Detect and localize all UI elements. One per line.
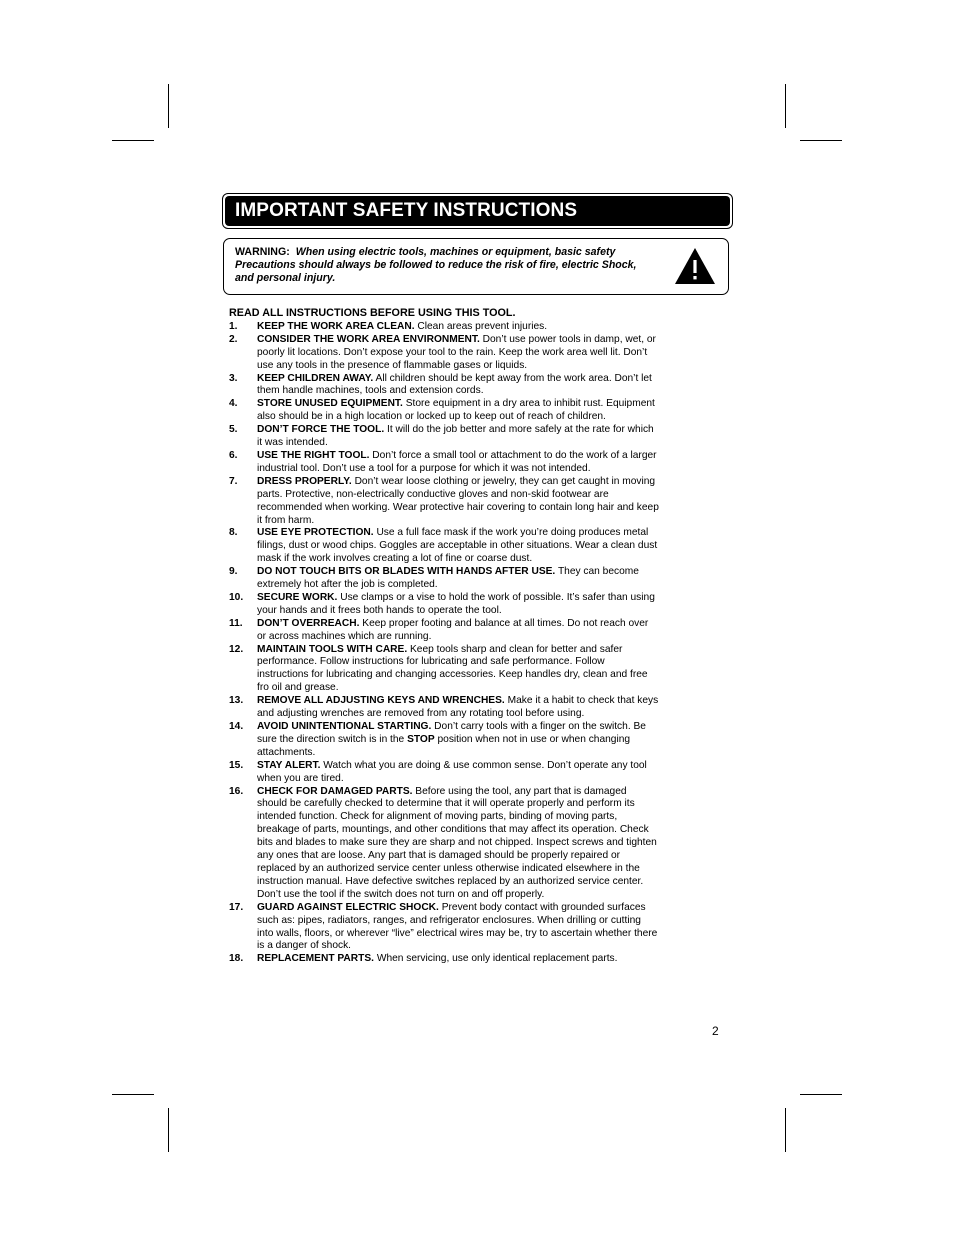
- instructions-section: [229, 307, 659, 966]
- item-body-continued: position when not in use or when changing attachments.: [257, 733, 631, 758]
- list-item: [229, 644, 659, 696]
- item-body: Prevent body contact with grounded surfaces such as: pipes, radiators, ranges, and refrigerator enclosures. When drilling or cutting into walls, floors, or wherever “live” electrical wires may be, try to ascertain whether there is a danger of shock.: [257, 901, 658, 952]
- item-heading: CONSIDER THE WORK AREA ENVIRONMENT.: [257, 333, 480, 345]
- warning-text-block: [235, 246, 655, 285]
- list-item: [229, 334, 659, 373]
- crop-mark-top-left-vertical: [168, 84, 169, 128]
- item-heading: DO NOT TOUCH BITS OR BLADES WITH HANDS AFTER USE.: [257, 566, 556, 578]
- item-number: 18.: [229, 953, 244, 965]
- crop-mark-top-left-horizontal: [112, 140, 154, 141]
- list-item: [229, 373, 659, 399]
- list-item: [229, 424, 659, 450]
- item-body: Don’t carry tools with a finger on the switch. Be sure the direction switch is in the: [257, 721, 646, 745]
- item-body: All children should be kept away from the work area. Don’t let them handle machines, tools and extension cords.: [257, 372, 652, 397]
- item-body: Don’t force a small tool or attachment to do the work of a larger industrial tool. Don’t use a tool for a purpose for which it was not intended.: [257, 449, 657, 474]
- item-body: Keep tools sharp and clean for better and safer performance. Follow instructions for lubricating and safe performance. Follow instructions for lubricating and changing accessories. Keep handles dry, clean and free fro oil and grease.: [257, 643, 648, 694]
- item-body: Keep proper footing and balance at all times. Do not reach over or across machines which are running.: [257, 617, 649, 642]
- item-body: Watch what you are doing & use common sense. Don’t operate any tool when you are tired.: [257, 759, 647, 784]
- list-item: [229, 527, 659, 566]
- item-heading: GUARD AGAINST ELECTRIC SHOCK.: [257, 901, 439, 913]
- item-heading: REPLACEMENT PARTS.: [257, 953, 374, 965]
- warning-box: [223, 238, 729, 295]
- item-number: 16.: [229, 785, 244, 797]
- item-heading: MAINTAIN TOOLS WITH CARE.: [257, 643, 408, 655]
- list-item: [229, 902, 659, 954]
- item-number: 6.: [229, 449, 238, 461]
- warning-triangle-icon: [674, 247, 716, 285]
- list-item: [229, 398, 659, 424]
- list-item: [229, 721, 659, 760]
- item-number: 8.: [229, 527, 238, 539]
- page-title: IMPORTANT SAFETY INSTRUCTIONS: [225, 196, 730, 226]
- item-number: 3.: [229, 372, 238, 384]
- warning-label: WARNING:: [235, 246, 290, 258]
- item-body: Don’t use power tools in damp, wet, or poorly lit locations. Don’t expose your tool to the rain. Keep the work area well lit. Don’t use any tools in the presence of flammable gases or liquids.: [257, 333, 656, 371]
- list-item: [229, 786, 659, 902]
- item-number: 17.: [229, 901, 244, 913]
- list-item: [229, 476, 659, 528]
- read-all-heading: READ ALL INSTRUCTIONS BEFORE USING THIS TOOL.: [229, 307, 516, 319]
- item-heading: USE EYE PROTECTION.: [257, 527, 374, 539]
- item-number: 10.: [229, 591, 244, 603]
- item-heading: AVOID UNINTENTIONAL STARTING.: [257, 721, 432, 732]
- crop-mark-top-right-vertical: [785, 84, 786, 128]
- item-emphasis: STOP: [407, 733, 435, 745]
- item-number: 5.: [229, 424, 238, 436]
- item-number: 14.: [229, 721, 244, 732]
- item-heading: REMOVE ALL ADJUSTING KEYS AND WRENCHES.: [257, 695, 505, 707]
- title-bar: [222, 193, 733, 229]
- item-number: 4.: [229, 398, 238, 410]
- item-heading: DRESS PROPERLY.: [257, 475, 352, 487]
- item-body: They can become extremely hot after the job is completed.: [257, 566, 639, 591]
- item-heading: KEEP CHILDREN AWAY.: [257, 372, 374, 384]
- list-item: [229, 760, 659, 786]
- item-number: 12.: [229, 643, 244, 655]
- item-heading: STORE UNUSED EQUIPMENT.: [257, 398, 403, 410]
- crop-mark-bottom-right-horizontal: [800, 1094, 842, 1095]
- item-number: 9.: [229, 566, 238, 578]
- item-heading: KEEP THE WORK AREA CLEAN.: [257, 320, 415, 332]
- item-heading: USE THE RIGHT TOOL.: [257, 449, 370, 461]
- item-heading: DON’T FORCE THE TOOL.: [257, 424, 385, 436]
- list-item: [229, 618, 659, 644]
- list-item: [229, 695, 659, 721]
- item-heading: CHECK FOR DAMAGED PARTS.: [257, 785, 413, 797]
- warning-body: When using electric tools, machines or equipment, basic safety Precautions should always be followed to reduce the risk of fire, electric Shock, and personal injury.: [235, 246, 637, 284]
- item-number: 15.: [229, 759, 244, 771]
- list-item: [229, 450, 659, 476]
- item-heading: STAY ALERT.: [257, 759, 321, 771]
- list-item: [229, 321, 659, 334]
- item-number: 11.: [229, 617, 243, 629]
- item-number: 7.: [229, 475, 238, 487]
- item-body: Use clamps or a vise to hold the work of possible. It’s safer than using your hands and it frees both hands to operate the tool.: [257, 591, 655, 616]
- item-number: 1.: [229, 320, 238, 332]
- list-item: [229, 566, 659, 592]
- item-body: Store equipment in a dry area to inhibit rust. Equipment also should be in a high location or locked up to keep out of reach of children.: [257, 398, 655, 423]
- item-body: Clean areas prevent injuries.: [417, 320, 548, 332]
- item-body: Before using the tool, any part that is damaged should be carefully checked to determine that it will operate properly and perform its intended function. Check for alignment of moving parts, binding of moving parts, breakage of parts, mountings, and other conditions that may affect its operation. Check bits and blades to make sure they are sharp and not chipped. Inspect screws and tighten any ones that are loose. Any part that is damaged should be properly repaired or replaced by an authorized service center unless otherwise indicated elsewhere in the instruction manual. Have defective switches replaced by an authorized service center. Don’t use the tool if the switch does not turn on and off properly.: [257, 785, 657, 900]
- item-number: 13.: [229, 695, 244, 707]
- crop-mark-bottom-right-vertical: [785, 1108, 786, 1152]
- list-item: [229, 953, 659, 966]
- item-body: It will do the job better and more safely at the rate for which it was intended.: [257, 424, 654, 449]
- crop-mark-bottom-left-horizontal: [112, 1094, 154, 1095]
- page-number: 2: [712, 1024, 719, 1038]
- item-body: Use a full face mask if the work you’re doing produces metal filings, dust or wood chips. Goggles are acceptable in other situations. Wear a clean dust mask if the work involves creating a lot of fine or coarse dust.: [257, 527, 658, 565]
- item-heading: SECURE WORK.: [257, 591, 338, 603]
- item-body: Make it a habit to check that keys and adjusting wrenches are removed from any rotating tool before using.: [257, 695, 659, 720]
- crop-mark-bottom-left-vertical: [168, 1108, 169, 1152]
- item-number: 2.: [229, 333, 238, 345]
- instruction-list: [229, 321, 659, 966]
- crop-mark-top-right-horizontal: [800, 140, 842, 141]
- item-body: Don’t wear loose clothing or jewelry, they can get caught in moving parts. Protective, non-electrically conductive gloves and non-skid footwear are recommended when working. Wear protective hair covering to contain long hair and keep it from harm.: [257, 475, 659, 526]
- item-heading: DON’T OVERREACH.: [257, 617, 360, 629]
- item-body: When servicing, use only identical replacement parts.: [376, 953, 618, 965]
- list-item: [229, 592, 659, 618]
